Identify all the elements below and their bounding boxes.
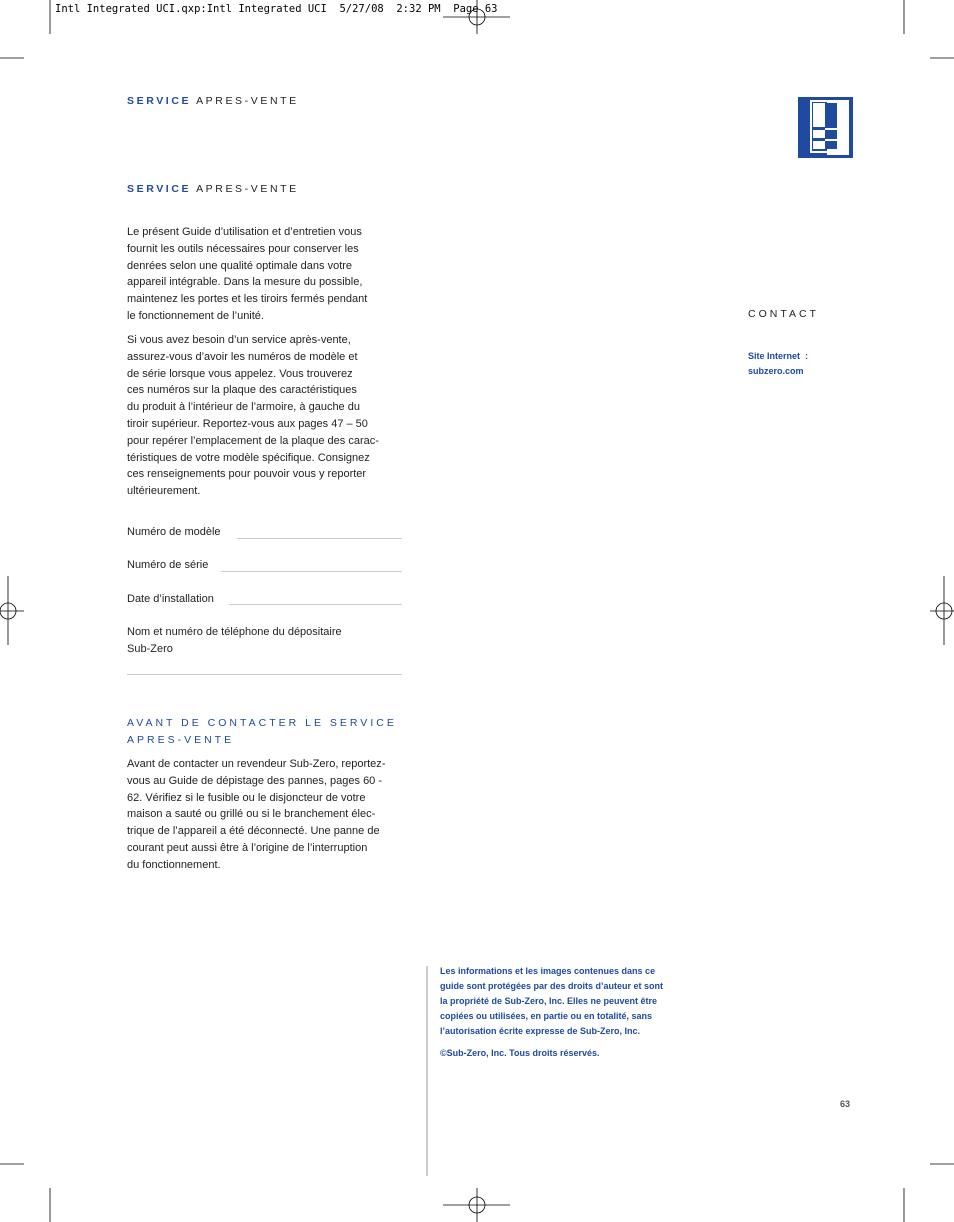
intro-paragraph [127,224,367,325]
running-header [127,95,299,107]
text-line: Avant de contacter un revendeur Sub-Zero, reportez- [127,758,386,770]
text-line: appareil intégrable. Dans la mesure du possible, [127,276,363,289]
text-line: courant peut aussi être à l’origine de l’interruption [127,841,368,854]
text-line: de série lorsque vous appelez. Vous trouverez [127,367,353,380]
serial-number-label: Numéro de série [127,559,209,571]
text-line: tiroir supérieur. Reportez-vous aux pages 47 – 50 [127,417,368,430]
text-line: denrées selon une qualité optimale dans votre [127,259,353,272]
refrigerator-logo-icon [798,97,853,158]
text-line: du produit à l’intérieur de l’armoire, à gauche du [127,401,360,414]
text-line: APRES-VENTE [127,734,235,746]
text-line: 62. Vérifiez si le fusible ou le disjoncteur de votre [127,791,366,804]
text-line: trique de l’appareil a été déconnecté. Une panne de [127,825,380,838]
text-line: Si vous avez besoin d’un service après-vente, [127,334,351,346]
text-line: fournit les outils nécessaires pour conserver les [127,242,359,255]
legal-divider [426,966,428,1176]
print-slug: Intl Integrated UCI.qxp:Intl Integrated UCI 5/27/08 2:32 PM Page 63 [55,3,498,15]
before-contact-paragraph [127,756,385,874]
text-line: Le présent Guide d’utilisation et d’entretien vous [127,226,362,238]
text-line: assurez-vous d’avoir les numéros de modèle et [127,350,358,363]
section-title [127,183,299,195]
text-line: la propriété de Sub-Zero, Inc. Elles ne peuvent être [440,996,658,1006]
install-date-line [229,604,402,605]
text-line: maison a sauté ou grillé ou si le branchement élec- [127,808,376,821]
serial-number-line [221,571,402,572]
model-number-label: Numéro de modèle [127,526,221,538]
dealer-label [127,624,342,658]
copyright: ©Sub-Zero, Inc. Tous droits réservés. [440,1048,600,1058]
text-line: AVANT DE CONTACTER LE SERVICE [127,717,397,729]
text-line: Les informations et les images contenues dans ce [440,966,656,976]
text-line: le fonctionnement de l’unité. [127,309,264,322]
text-line: ces numéros sur la plaque des caractéristiques [127,384,357,397]
text-line: Sub-Zero [127,642,173,655]
header-bold: SERVICE [127,95,192,107]
section-title-bold: SERVICE [127,183,192,195]
contact-title: CONTACT [748,308,819,320]
install-date-label: Date d’installation [127,593,214,605]
text-line: du fonctionnement. [127,858,221,871]
text-line: ces renseignements pour pouvoir vous y reporter [127,468,367,481]
text-line: téristiques de votre modèle spécifique. Consignez [127,451,370,464]
website-link[interactable]: subzero.com [748,366,804,376]
text-line: guide sont protégées par des droits d’auteur et sont [440,981,664,991]
text-line: pour repérer l’emplacement de la plaque des carac- [127,434,379,447]
text-line: copiées ou utilisées, en partie ou en totalité, sans [440,1011,653,1021]
text-line: ultérieurement. [127,485,201,498]
text-line: vous au Guide de dépistage des pannes, pages 60 - [127,774,383,787]
header-rest: APRES-VENTE [196,95,299,107]
subheading [127,715,397,749]
section-title-rest: APRES-VENTE [196,183,299,195]
text-line: maintenez les portes et les tiroirs fermés pendant [127,293,368,306]
text-line: l’autorisation écrite expresse de Sub-Zero, Inc. [440,1026,641,1036]
website-label: Site Internet [748,351,801,361]
dealer-line [127,674,402,675]
contact-website [748,349,808,379]
separator: : [805,351,809,361]
page-number: 63 [840,1099,851,1109]
service-paragraph [127,332,379,500]
model-number-line [237,538,402,539]
legal-notice [440,964,663,1061]
text-line: Nom et numéro de téléphone du dépositaire [127,626,342,638]
